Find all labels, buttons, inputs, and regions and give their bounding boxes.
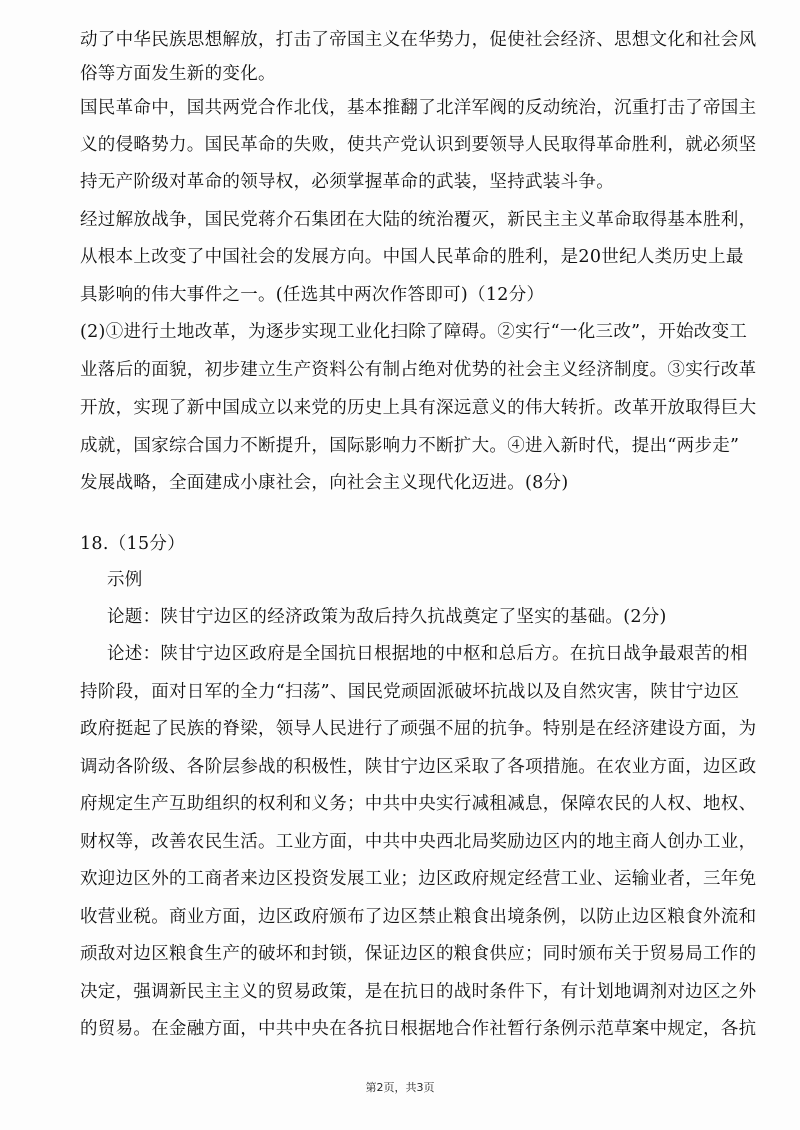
text-line: 具影响的伟大事件之一。(任选其中两次作答即可)（12分） [80, 285, 545, 305]
text-line: 国民革命中，国共两党合作北伐，基本推翻了北洋军阀的反动统治，沉重打击了帝国主 [80, 98, 757, 118]
text-line: 开放，实现了新中国成立以来党的历史上具有深远意义的伟大转折。改革开放取得巨大 [80, 398, 757, 418]
question-number: 18.（15分） [80, 534, 185, 554]
text-line: 收营业税。商业方面，边区政府颁布了边区禁止粮食出境条例，以防止边区粮食外流和 [80, 907, 757, 927]
text-line: 持阶段，面对日军的全力“扫荡”、国民党顽固派破坏抗战以及自然灾害，陕甘宁边区 [80, 682, 740, 702]
text-line: 调动各阶级、各阶层参战的积极性，陕甘宁边区采取了各项措施。在农业方面，边区政 [80, 757, 757, 777]
text-line: 的贸易。在金融方面，中共中央在各抗日根据地合作社暂行条例示范草案中规定，各抗 [80, 1019, 757, 1039]
text-line: 业落后的面貌，初步建立生产资料公有制占绝对优势的社会主义经济制度。③实行改革 [80, 360, 757, 380]
text-line: 义的侵略势力。国民革命的失败，使共产党认识到要领导人民取得革命胜利，就必须坚 [80, 135, 757, 155]
text-line: (2)①进行土地改革，为逐步实现工业化扫除了障碍。②实行“一化三改”，开始改变工 [80, 322, 748, 342]
text-line: 动了中华民族思想解放，打击了帝国主义在华势力，促使社会经济、思想文化和社会风 [80, 30, 757, 50]
text-line: 府规定生产互助组织的权利和义务；中共中央实行减租减息，保障农民的人权、地权、 [80, 794, 757, 814]
text-line: 欢迎边区外的工商者来边区投资发展工业；边区政府规定经营工业、运输业者，三年免 [80, 869, 757, 889]
section-label: 示例 [107, 570, 143, 590]
text-line: 论述：陕甘宁边区政府是全国抗日根据地的中枢和总后方。在抗日战争最艰苦的相 [107, 644, 748, 664]
thesis-line: 论题：陕甘宁边区的经济政策为敌后持久抗战奠定了坚实的基础。(2分) [107, 607, 667, 627]
text-line: 财权等，改善农民生活。工业方面，中共中央西北局奖励边区内的地主商人创办工业， [80, 832, 757, 852]
text-line: 发展战略，全面建成小康社会，向社会主义现代化迈进。(8分) [80, 473, 569, 493]
text-line: 持无产阶级对革命的领导权，必须掌握革命的武装，坚持武装斗争。 [80, 172, 614, 192]
text-line: 经过解放战争，国民党蒋介石集团在大陆的统治覆灭，新民主主义革命取得基本胜利， [80, 210, 757, 230]
text-line: 成就，国家综合国力不断提升，国际影响力不断扩大。④进入新时代，提出“两步走” [80, 436, 740, 456]
page-number: 第2页，共3页 [365, 1081, 435, 1094]
text-line: 顽敌对边区粮食生产的破坏和封锁，保证边区的粮食供应；同时颁布关于贸易局工作的 [80, 944, 757, 964]
text-line: 从根本上改变了中国社会的发展方向。中国人民革命的胜利，是20世纪人类历史上最 [80, 247, 744, 267]
text-line: 决定，强调新民主主义的贸易政策，是在抗日的战时条件下，有计划地调剂对边区之外 [80, 982, 757, 1002]
text-line: 政府挺起了民族的脊梁，领导人民进行了顽强不屈的抗争。特别是在经济建设方面，为 [80, 719, 757, 739]
text-line: 俗等方面发生新的变化。 [80, 64, 276, 84]
